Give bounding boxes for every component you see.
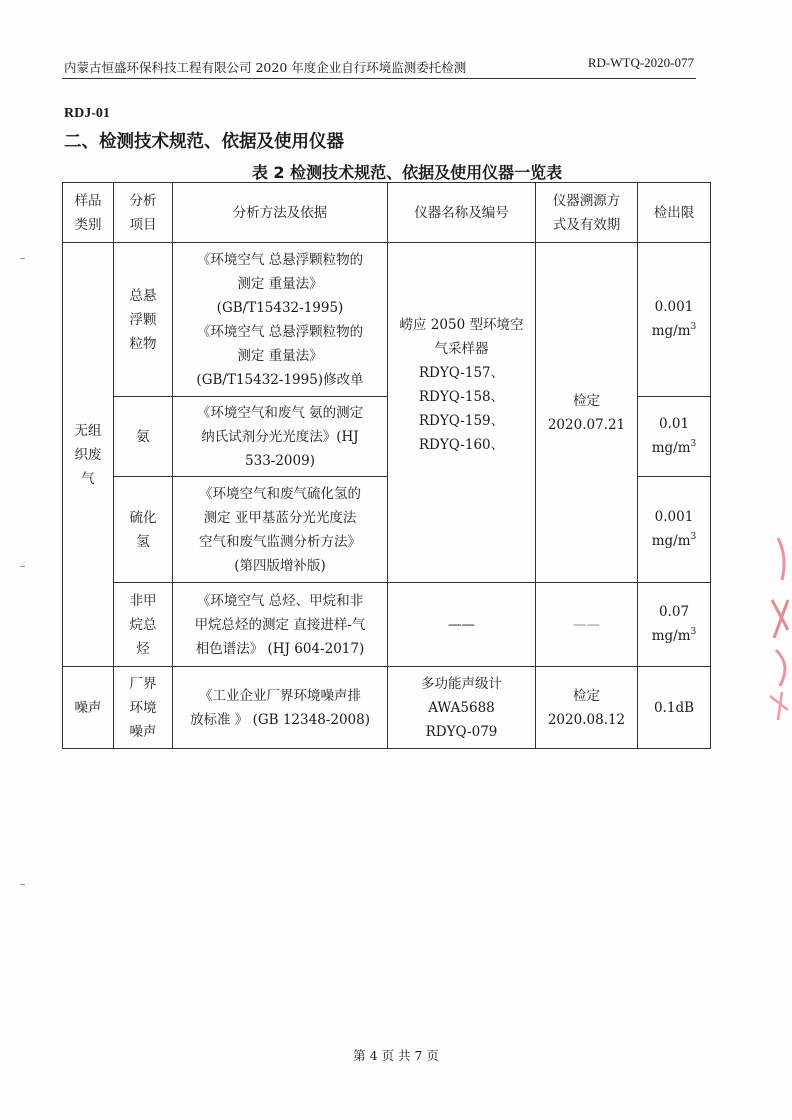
margin-mark (20, 566, 25, 567)
header-instrument: 仪器名称及编号 (388, 183, 536, 243)
table-row (63, 667, 711, 749)
traceability-cell: 检定 2020.07.21 (536, 243, 638, 583)
header-analysis-item: 分析 项目 (114, 183, 173, 243)
detection-limit-cell: 0.1dB (638, 667, 711, 749)
detection-limit-cell: 0.001 $mg/m^3$ (638, 477, 711, 583)
document-code: RDJ-01 (64, 106, 110, 121)
table-header-row (63, 183, 711, 243)
instrument-cell: 崂应 2050 型环境空 气采样器 RDYQ-157、 RDYQ-158、 RDYQ-159、 RDYQ-160、 (388, 243, 536, 583)
analysis-item-cell: 厂界 环境 噪声 (114, 667, 173, 749)
instrument-cell: 多功能声级计 AWA5688 RDYQ-079 (388, 667, 536, 749)
traceability-cell: —— (536, 583, 638, 667)
analysis-item-cell: 氨 (114, 397, 173, 477)
analysis-item-cell: 非甲 烷总 烃 (114, 583, 173, 667)
header-report-number: RD-WTQ-2020-077 (587, 55, 694, 70)
page-header (62, 54, 696, 79)
analysis-item-cell: 硫化 氢 (114, 477, 173, 583)
header-method: 分析方法及依据 (173, 183, 388, 243)
method-cell: 《环境空气和废气 氨的测定 纳氏试剂分光光度法》(HJ 533-2009) (173, 397, 388, 477)
instrument-table (62, 182, 711, 749)
table-row (63, 583, 711, 667)
detection-limit-cell: 0.07 $mg/m^3$ (638, 583, 711, 667)
section-title: 二、检测技术规范、依据及使用仪器 (64, 132, 344, 152)
sample-type-cell: 无组 织废 气 (63, 243, 114, 667)
margin-mark (20, 884, 25, 885)
method-cell: 《工业企业厂界环境噪声排 放标准 》 (GB 12348-2008) (173, 667, 388, 749)
header-company-title: 内蒙古恒盛环保科技工程有限公司 2020 年度企业自行环境监测委托检测 (64, 60, 467, 75)
traceability-cell: 检定 2020.08.12 (536, 667, 638, 749)
method-cell: 《环境空气 总悬浮颗粒物的 测定 重量法》 (GB/T15432-1995) 《环境空气 总悬浮颗粒物的 测定 重量法》 (GB/T15432-1995)修改单 (173, 243, 388, 397)
instrument-cell: —— (388, 583, 536, 667)
margin-mark (20, 258, 25, 259)
table-caption: 表 2 检测技术规范、依据及使用仪器一览表 (251, 163, 563, 182)
sample-type-cell: 噪声 (63, 667, 114, 749)
page-footer: 第 4 页 共 7 页 (353, 1048, 439, 1063)
header-sample-type: 样品 类别 (63, 183, 114, 243)
detection-limit-cell: 0.01 $mg/m^3$ (638, 397, 711, 477)
detection-limit-cell: 0.001 $mg/m^3$ (638, 243, 711, 397)
header-traceability: 仪器溯源方 式及有效期 (536, 183, 638, 243)
table-row (63, 243, 711, 397)
header-detection-limit: 检出限 (638, 183, 711, 243)
method-cell: 《环境空气和废气硫化氢的 测定 亚甲基蓝分光光度法 空气和废气监测分析方法》 (第四版增补版) (173, 477, 388, 583)
seal-stamp (758, 520, 792, 730)
method-cell: 《环境空气 总烃、甲烷和非 甲烷总烃的测定 直接进样-气 相色谱法》 (HJ 604-2017) (173, 583, 388, 667)
analysis-item-cell: 总悬 浮颗 粒物 (114, 243, 173, 397)
